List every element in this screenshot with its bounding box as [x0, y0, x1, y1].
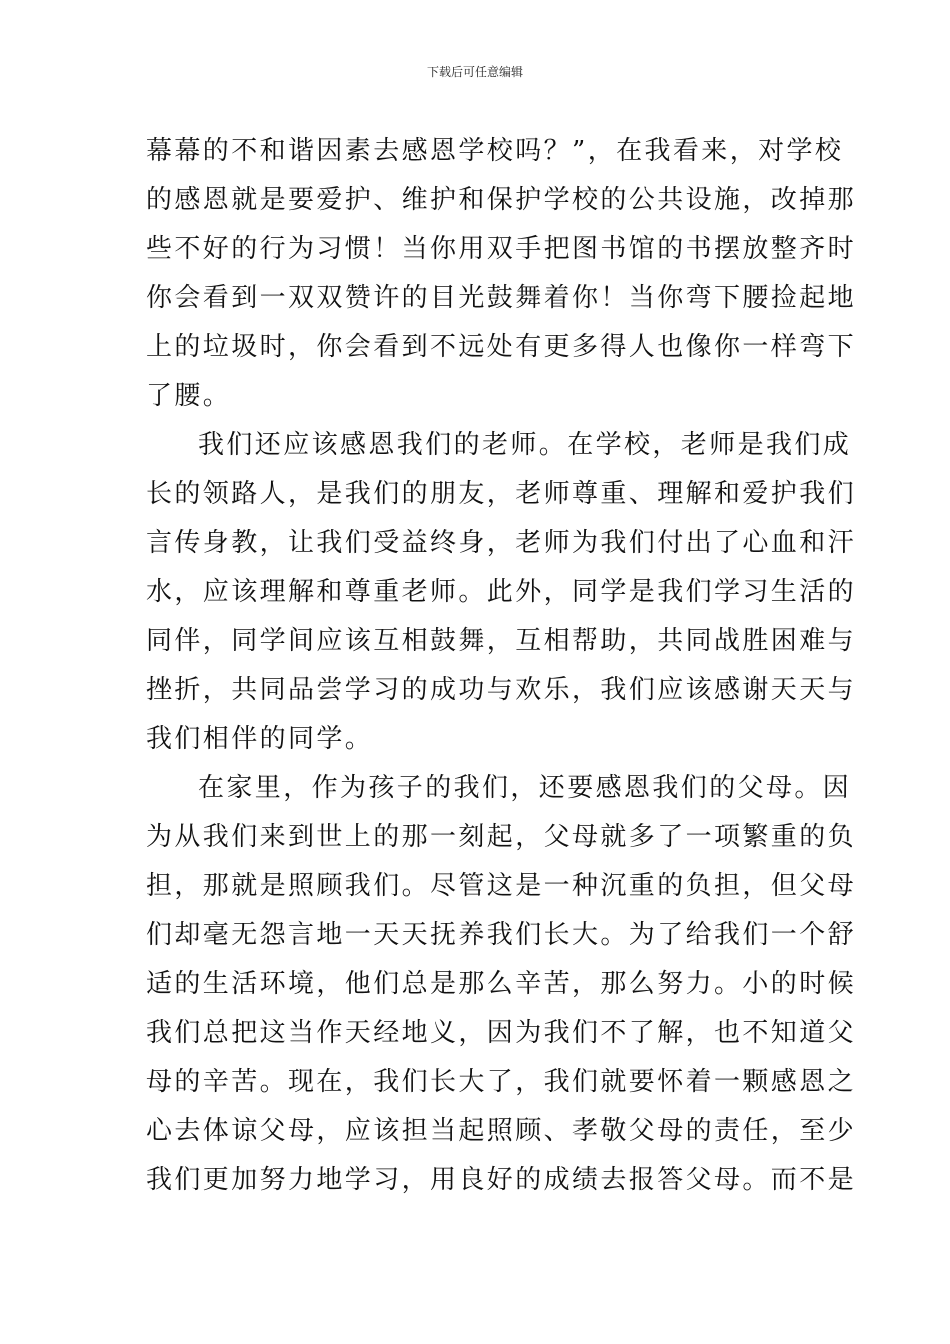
text-line: 我们更加努力地学习，用良好的成绩去报答父母。而不是: [146, 1165, 857, 1195]
text-line: 我们还应该感恩我们的老师。在学校，老师是我们成: [198, 430, 852, 460]
text-line: 担，那就是照顾我们。尽管这是一种沉重的负担，但父母: [146, 871, 857, 901]
paragraph-teachers: [146, 421, 857, 764]
text-line: 水，应该理解和尊重老师。此外，同学是我们学习生活的: [146, 577, 857, 607]
text-line: 适的生活环境，他们总是那么辛苦，那么努力。小的时候: [146, 969, 857, 999]
text-line: 了腰。: [146, 381, 232, 411]
text-line: 在家里，作为孩子的我们，还要感恩我们的父母。因: [198, 773, 852, 803]
text-line: 们却毫无怨言地一天天抚养我们长大。为了给我们一个舒: [146, 920, 857, 950]
text-line: 母的辛苦。现在，我们长大了，我们就要怀着一颗感恩之: [146, 1067, 857, 1097]
text-line: 你会看到一双双赞许的目光鼓舞着你！当你弯下腰捡起地: [146, 283, 857, 313]
text-line: 上的垃圾时，你会看到不远处有更多得人也像你一样弯下: [146, 332, 857, 362]
text-line: 的感恩就是要爱护、维护和保护学校的公共设施，改掉那: [146, 185, 857, 215]
text-line: 挫折，共同品尝学习的成功与欢乐，我们应该感谢天天与: [146, 675, 857, 705]
text-line: 言传身教，让我们受益终身，老师为我们付出了心血和汗: [146, 528, 857, 558]
document-body: [146, 127, 857, 1205]
page-header-note: 下载后可任意编辑: [426, 65, 523, 79]
paragraph-school: [146, 127, 857, 421]
text-line: 为从我们来到世上的那一刻起，父母就多了一项繁重的负: [146, 822, 857, 852]
text-line: 些不好的行为习惯！当你用双手把图书馆的书摆放整齐时: [146, 234, 857, 264]
paragraph-parents: [146, 764, 857, 1205]
text-line: 同伴，同学间应该互相鼓舞，互相帮助，共同战胜困难与: [146, 626, 857, 656]
text-line: 幕幕的不和谐因素去感恩学校吗？”，在我看来，对学校: [146, 136, 844, 166]
text-line: 我们相伴的同学。: [146, 724, 374, 754]
text-line: 心去体谅父母，应该担当起照顾、孝敬父母的责任，至少: [146, 1116, 857, 1146]
text-line: 长的领路人，是我们的朋友，老师尊重、理解和爱护我们: [146, 479, 857, 509]
text-line: 我们总把这当作天经地义，因为我们不了解，也不知道父: [146, 1018, 857, 1048]
